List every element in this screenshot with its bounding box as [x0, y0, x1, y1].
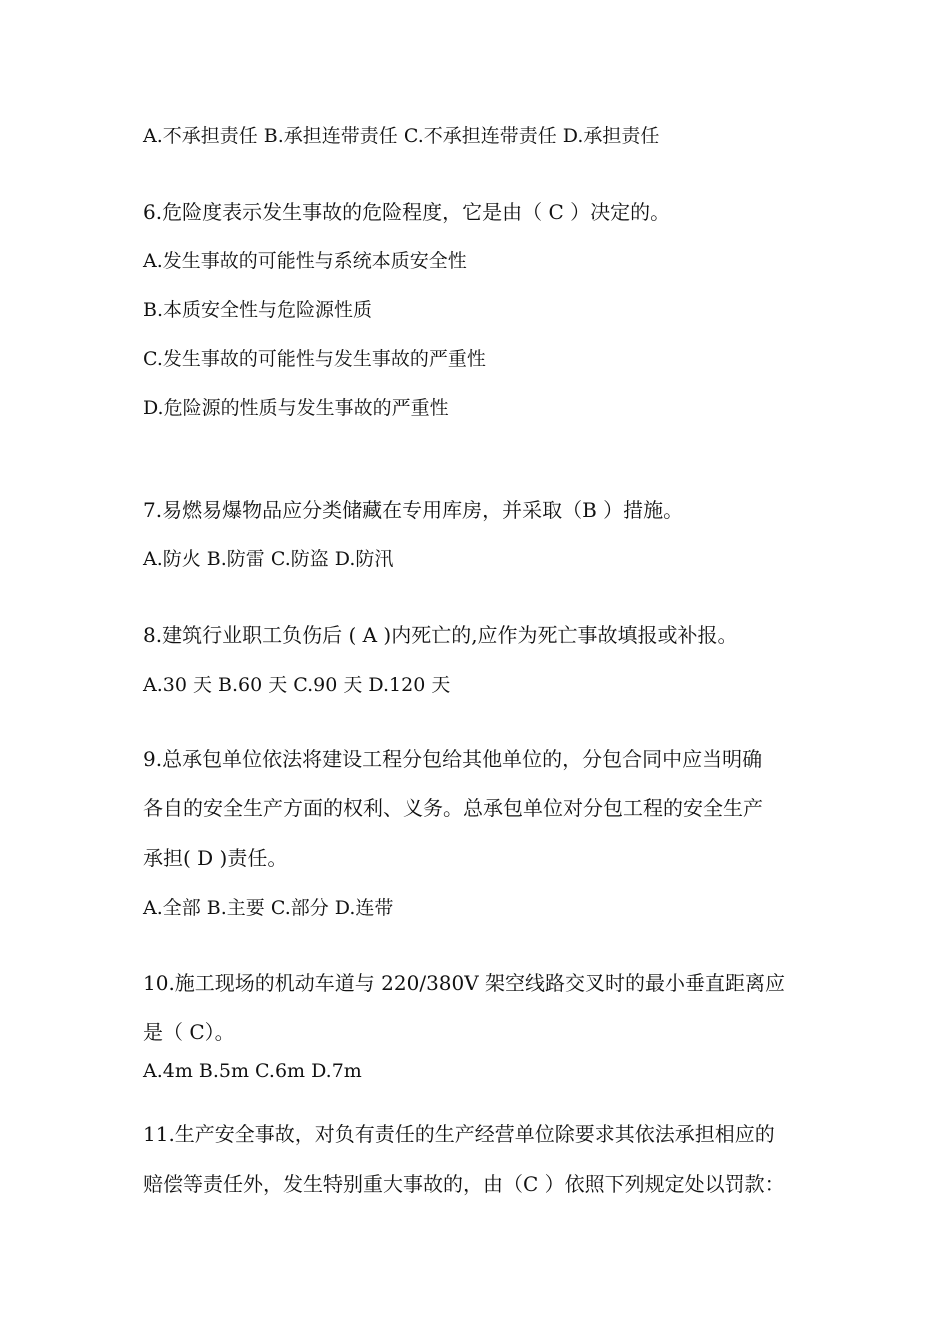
q9-stem-line-1: 9.总承包单位依法将建设工程分包给其他单位的，分包合同中应当明确	[143, 747, 763, 771]
q6-option-d: D.危险源的性质与发生事故的严重性	[143, 397, 449, 419]
q6-option-a: A.发生事故的可能性与系统本质安全性	[143, 250, 467, 272]
q11-stem-line-1: 11.生产安全事故，对负有责任的生产经营单位除要求其依法承担相应的	[143, 1122, 775, 1146]
q9-stem-line-2: 各自的安全生产方面的权利、义务。总承包单位对分包工程的安全生产	[143, 796, 763, 820]
q10-stem-line-1: 10.施工现场的机动车道与 220/380V 架空线路交叉时的最小垂直距离应	[143, 971, 786, 995]
q6-option-b: B.本质安全性与危险源性质	[143, 299, 373, 321]
q11-stem-line-2: 赔偿等责任外，发生特别重大事故的，由（C ）依照下列规定处以罚款：	[143, 1172, 785, 1196]
q10-options: A.4m B.5m C.6m D.7m	[143, 1060, 362, 1082]
q7-stem: 7.易燃易爆物品应分类储藏在专用库房，并采取（B ）措施。	[143, 498, 684, 522]
q9-stem-line-3: 承担( D )责任。	[143, 846, 288, 870]
q9-options: A.全部 B.主要 C.部分 D.连带	[143, 897, 394, 919]
q6-stem: 6.危险度表示发生事故的危险程度，它是由（ C ）决定的。	[143, 200, 671, 224]
q8-stem: 8.建筑行业职工负伤后 ( A )内死亡的,应作为死亡事故填报或补报。	[143, 623, 738, 647]
q7-options: A.防火 B.防雷 C.防盗 D.防汛	[143, 548, 394, 570]
q6-option-c: C.发生事故的可能性与发生事故的严重性	[143, 348, 486, 370]
q8-options: A.30 天 B.60 天 C.90 天 D.120 天	[143, 674, 451, 696]
q10-stem-line-2: 是（ C）。	[143, 1020, 235, 1044]
q5-options: A.不承担责任 B.承担连带责任 C.不承担连带责任 D.承担责任	[143, 125, 660, 147]
